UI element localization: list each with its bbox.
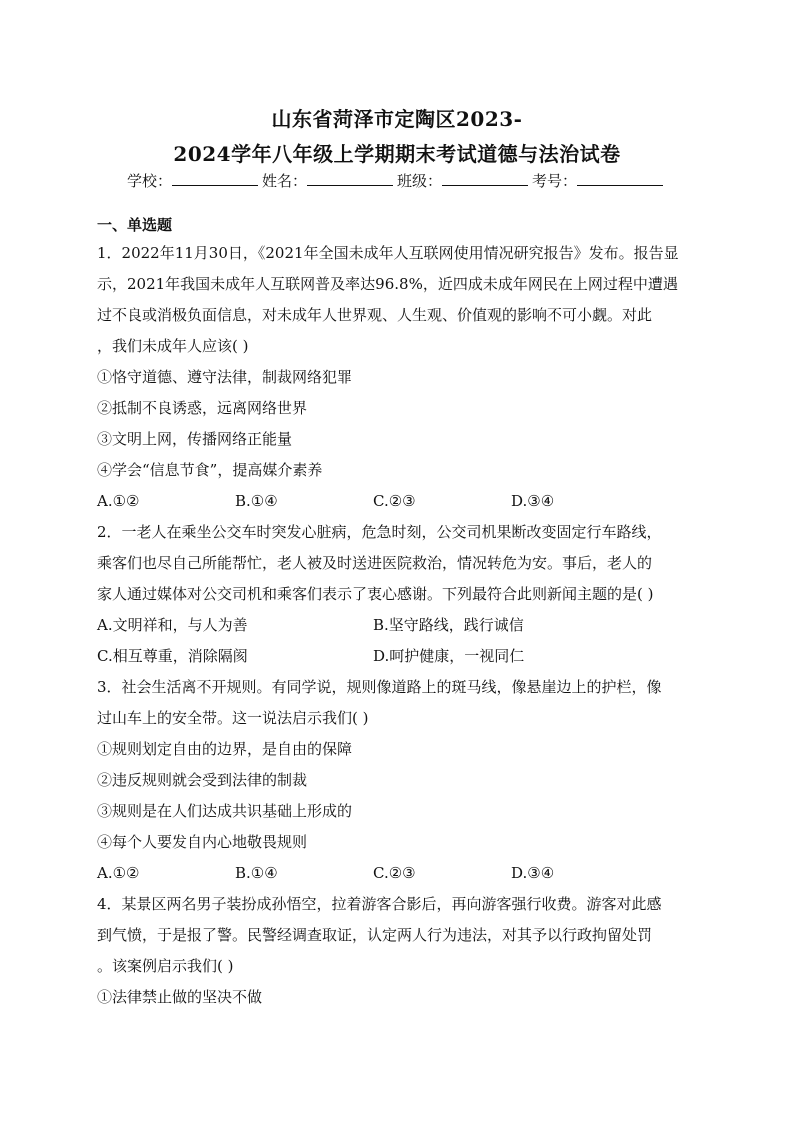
- section-title: 一、单选题: [97, 216, 173, 234]
- option-d[interactable]: D.③④: [511, 864, 555, 882]
- question-stem-line: 到气愤，于是报了警。民警经调查取证，认定两人行为违法，对其予以行政拘留处罚: [97, 926, 653, 944]
- question-stem-line: ，我们未成年人应该( ): [97, 337, 249, 355]
- statement: ①恪守道德、遵守法律，制裁网络犯罪: [97, 368, 353, 386]
- student-info-row: [0, 170, 794, 191]
- statement: ④每个人要发自内心地敬畏规则: [97, 833, 308, 851]
- question-stem-line: 4．某景区两名男子装扮成孙悟空，拉着游客合影后，再向游客强行收费。游客对此感: [97, 895, 662, 913]
- school-label: 学校：: [126, 172, 172, 190]
- answer-options: [97, 486, 697, 517]
- question-1: [97, 238, 697, 517]
- exam-number-label: 考号：: [532, 172, 578, 190]
- option-c[interactable]: C.相互尊重，消除隔阂: [97, 647, 248, 665]
- exam-number-blank[interactable]: [577, 171, 663, 186]
- exam-number-field: [532, 170, 667, 191]
- option-d[interactable]: D.③④: [511, 492, 555, 510]
- answer-options-row: [97, 641, 697, 672]
- class-label: 班级：: [397, 172, 443, 190]
- option-d[interactable]: D.呵护健康，一视同仁: [373, 647, 525, 665]
- name-field: [262, 170, 397, 191]
- answer-options: [97, 858, 697, 889]
- option-c[interactable]: C.②③: [373, 492, 416, 510]
- statement: ③文明上网，传播网络正能量: [97, 430, 293, 448]
- answer-options-row: [97, 610, 697, 641]
- option-a[interactable]: A.①②: [97, 492, 140, 510]
- question-4: [97, 889, 697, 1013]
- statement: ②抵制不良诱惑，远离网络世界: [97, 399, 308, 417]
- school-blank[interactable]: [172, 171, 258, 186]
- option-c[interactable]: C.②③: [373, 864, 416, 882]
- option-b[interactable]: B.①④: [235, 492, 278, 510]
- statement: ②违反规则就会受到法律的制裁: [97, 771, 308, 789]
- question-stem-line: 家人通过媒体对公交司机和乘客们表示了衷心感谢。下列最符合此则新闻主题的是( ): [97, 585, 654, 603]
- class-blank[interactable]: [442, 171, 528, 186]
- exam-title-line-2: 2024学年八年级上学期期末考试道德与法治试卷: [173, 142, 621, 166]
- school-field: [127, 170, 262, 191]
- option-a[interactable]: A.文明祥和，与人为善: [97, 616, 248, 634]
- question-stem-line: 示，2021年我国未成年人互联网普及率达96.8%，近四成未成年网民在上网过程中遭遇: [97, 275, 678, 293]
- statement: ③规则是在人们达成共识基础上形成的: [97, 802, 353, 820]
- class-field: [397, 170, 532, 191]
- question-stem-line: 3．社会生活离不开规则。有同学说，规则像道路上的斑马线，像悬崖边上的护栏，像: [97, 678, 662, 696]
- question-stem-line: 。该案例启示我们( ): [97, 957, 234, 975]
- question-stem-line: 过山车上的安全带。这一说法启示我们( ): [97, 709, 369, 727]
- question-3: [97, 672, 697, 889]
- option-b[interactable]: B.坚守路线，践行诚信: [373, 616, 524, 634]
- exam-title-line-1: 山东省菏泽市定陶区2023-: [271, 107, 523, 131]
- option-b[interactable]: B.①④: [235, 864, 278, 882]
- statement: ①规则划定自由的边界，是自由的保障: [97, 740, 353, 758]
- question-2: [97, 517, 697, 672]
- name-blank[interactable]: [307, 171, 393, 186]
- question-stem-line: 过不良或消极负面信息，对未成年人世界观、人生观、价值观的影响不可小觑。对此: [97, 306, 653, 324]
- question-stem-line: 1．2022年11月30日，《2021年全国未成年人互联网使用情况研究报告》发布。报告显: [97, 244, 679, 262]
- exam-content: [97, 212, 697, 1013]
- name-label: 姓名：: [261, 172, 307, 190]
- statement: ④学会“信息节食”，提高媒介素养: [97, 461, 323, 479]
- option-a[interactable]: A.①②: [97, 864, 140, 882]
- question-stem-line: 2．一老人在乘坐公交车时突发心脏病，危急时刻，公交司机果断改变固定行车路线，: [97, 523, 662, 541]
- statement: ①法律禁止做的坚决不做: [97, 988, 263, 1006]
- question-stem-line: 乘客们也尽自己所能帮忙，老人被及时送进医院救治，情况转危为安。事后，老人的: [97, 554, 653, 572]
